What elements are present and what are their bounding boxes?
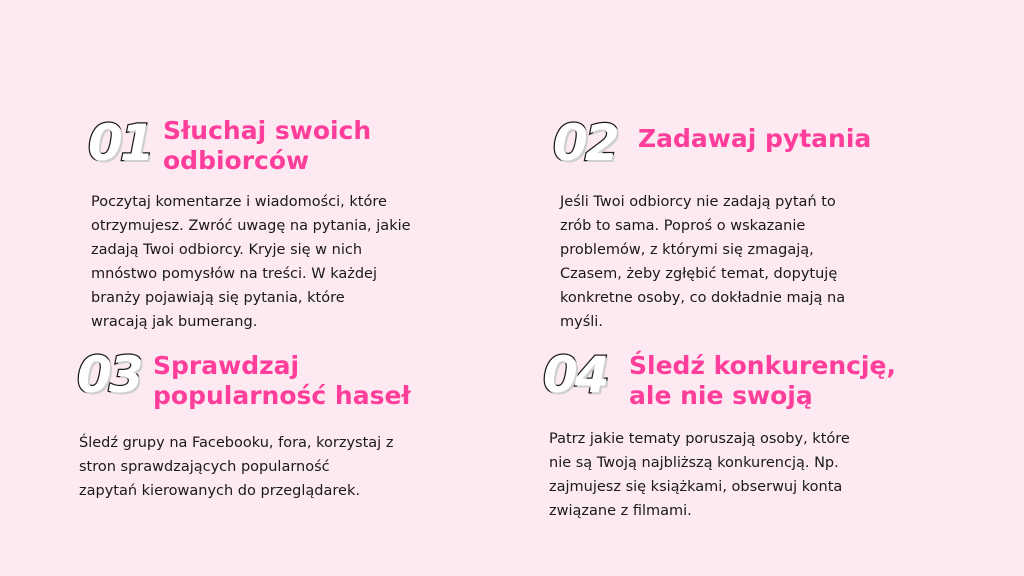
tip-title: Zadawaj pytania (638, 124, 872, 153)
tip-number: 02 (553, 114, 617, 172)
tip-body: Śledź grupy na Facebooku, fora, korzystaj z stron sprawdzających popularność zapytań kierowanych do przeglądarek. (79, 435, 394, 499)
tip-number: 01 (88, 114, 152, 172)
tip-title: Śledź konkurencję, ale nie swoją (629, 351, 896, 410)
tip-title: Słuchaj swoich odbiorców (163, 116, 372, 175)
tip-number: 03 (77, 346, 141, 404)
tip-number: 04 (543, 346, 607, 404)
tip-title: Sprawdzaj popularność haseł (153, 351, 411, 410)
tip-body: Patrz jakie tematy poruszają osoby, które nie są Twoją najbliższą konkurencją. Np. zajmujesz się książkami, obserwuj konta związane z filmami. (549, 431, 850, 519)
tip-body: Jeśli Twoi odbiorcy nie zadają pytań to zrób to sama. Poproś o wskazanie problemów, z którymi się zmagają, Czasem, żeby zgłębić temat, dopytuję konkretne osoby, co dokładnie mają na myśli. (560, 194, 846, 330)
tip-body: Poczytaj komentarze i wiadomości, które otrzymujesz. Zwróć uwagę na pytania, jakie zadają Twoi odbiorcy. Kryje się w nich mnóstwo pomysłów na treści. W każdej branży pojawiają się pytania, które wracają jak bumerang. (91, 194, 411, 330)
